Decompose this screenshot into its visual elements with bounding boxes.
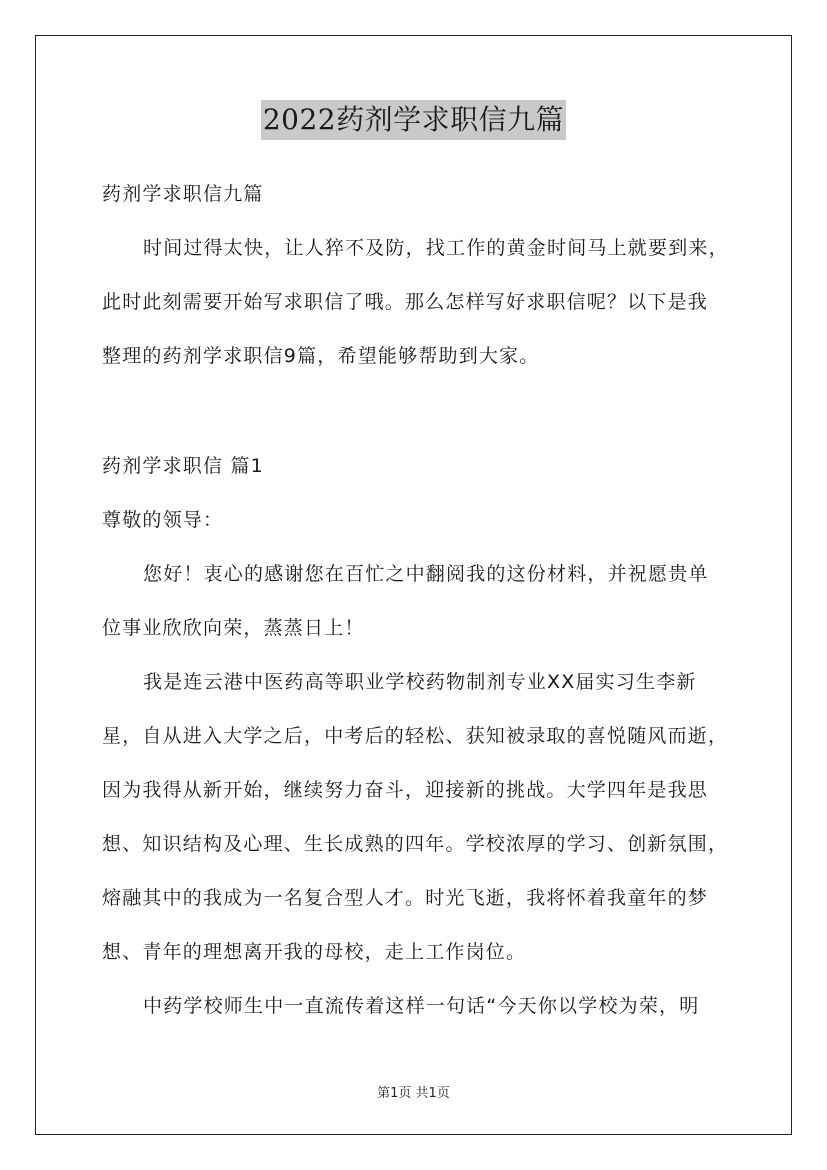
title-container bbox=[0, 100, 827, 140]
paragraph-line: 位事业欣欣向荣，蒸蒸日上！ bbox=[102, 617, 365, 639]
paragraph-line: 想、青年的理想离开我的母校，走上工作岗位。 bbox=[102, 941, 527, 963]
paragraph-line: 因为我得从新开始，继续努力奋斗，迎接新的挑战。大学四年是我思 bbox=[102, 779, 709, 801]
document-title: 2022药剂学求职信九篇 bbox=[261, 100, 566, 140]
paragraph-line: 中药学校师生中一直流传着这样一句话“今天你以学校为荣，明 bbox=[143, 995, 700, 1017]
paragraph-line: 星，自从进入大学之后，中考后的轻松、获知被录取的喜悦随风而逝， bbox=[102, 725, 729, 747]
subtitle: 药剂学求职信九篇 bbox=[102, 183, 264, 205]
page-footer: 第1页 共1页 bbox=[377, 1086, 450, 1101]
paragraph-line: 我是连云港中医药高等职业学校药物制剂专业XX届实习生李新 bbox=[143, 671, 697, 693]
salutation: 尊敬的领导： bbox=[102, 509, 224, 531]
paragraph-line: 熔融其中的我成为一名复合型人才。时光飞逝，我将怀着我童年的梦 bbox=[102, 887, 709, 909]
intro-line: 时间过得太快，让人猝不及防，找工作的黄金时间马上就要到来， bbox=[143, 237, 729, 259]
intro-line: 整理的药剂学求职信9篇，希望能够帮助到大家。 bbox=[102, 345, 540, 367]
paragraph-line: 想、知识结构及心理、生长成熟的四年。学校浓厚的学习、创新氛围， bbox=[102, 833, 729, 855]
intro-line: 此时此刻需要开始写求职信了哦。那么怎样写好求职信呢？以下是我 bbox=[102, 291, 709, 313]
paragraph-line: 您好！衷心的感谢您在百忙之中翻阅我的这份材料，并祝愿贵单 bbox=[143, 563, 709, 585]
section-heading: 药剂学求职信 篇1 bbox=[102, 455, 264, 477]
